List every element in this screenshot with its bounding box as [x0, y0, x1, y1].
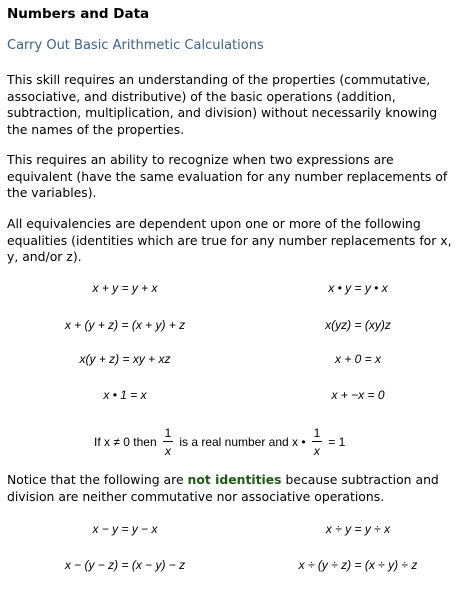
fraction-numerator: 1 [164, 426, 172, 440]
notice-paragraph [7, 472, 457, 505]
non-identity-division-associative: x ÷ (y ÷ z) = (x ÷ y) ÷ z [298, 558, 418, 572]
identity-multiplicative-identity: x • 1 = x [103, 388, 147, 402]
identity-additive-identity: x + 0 = x [334, 352, 382, 366]
notice-before: Notice that the following are [7, 472, 188, 487]
identity-distributive: x(y + z) = xy + xz [79, 352, 171, 366]
notice-after: because subtraction and division are neither commutative nor associative operations. [7, 472, 439, 504]
fraction-denominator: x [164, 444, 171, 458]
not-identities-emphasis: not identities [187, 472, 282, 487]
equivalence-paragraph: This requires an ability to recognize when two expressions are equivalent (have the same evaluation for any number replacements of the variables). [7, 152, 448, 200]
identity-commutative-addition: x + y = y + x [92, 281, 158, 295]
non-identity-division-commutative: x ÷ y = y ÷ x [325, 522, 391, 536]
identity-associative-multiplication: x(yz) = (xy)z [325, 318, 391, 332]
intro-paragraph: This skill requires an understanding of the properties (commutative, associative, and distributive) of the basic operations (addition, subtraction, multiplication, and division) without necessarily knowing the names of the properties. [7, 72, 438, 137]
identities-paragraph: All equivalencies are dependent upon one or more of the following equalities (identities which are true for any number replacements for x, y, and/or z). [7, 216, 452, 264]
fraction-denominator: x [313, 444, 320, 458]
non-identity-subtraction-commutative: x − y = y − x [92, 522, 158, 536]
non-identity-subtraction-associative: x − (y − z) = (x − y) − z [64, 558, 186, 572]
reciprocal-middle: is a real number and x • [179, 435, 306, 449]
identity-additive-inverse: x + −x = 0 [331, 388, 385, 402]
reciprocal-prefix: If x ≠ 0 then [94, 435, 157, 449]
reciprocal-statement [94, 424, 345, 460]
reciprocal-fraction [163, 426, 174, 458]
page-title: Numbers and Data [7, 6, 150, 22]
identity-commutative-multiplication: x • y = y • x [328, 281, 388, 295]
reciprocal-suffix: = 1 [328, 435, 346, 449]
reciprocal-fraction-2 [312, 426, 323, 458]
fraction-numerator: 1 [313, 426, 321, 440]
section-subtitle: Carry Out Basic Arithmetic Calculations [7, 38, 264, 53]
identity-associative-addition: x + (y + z) = (x + y) + z [64, 318, 186, 332]
